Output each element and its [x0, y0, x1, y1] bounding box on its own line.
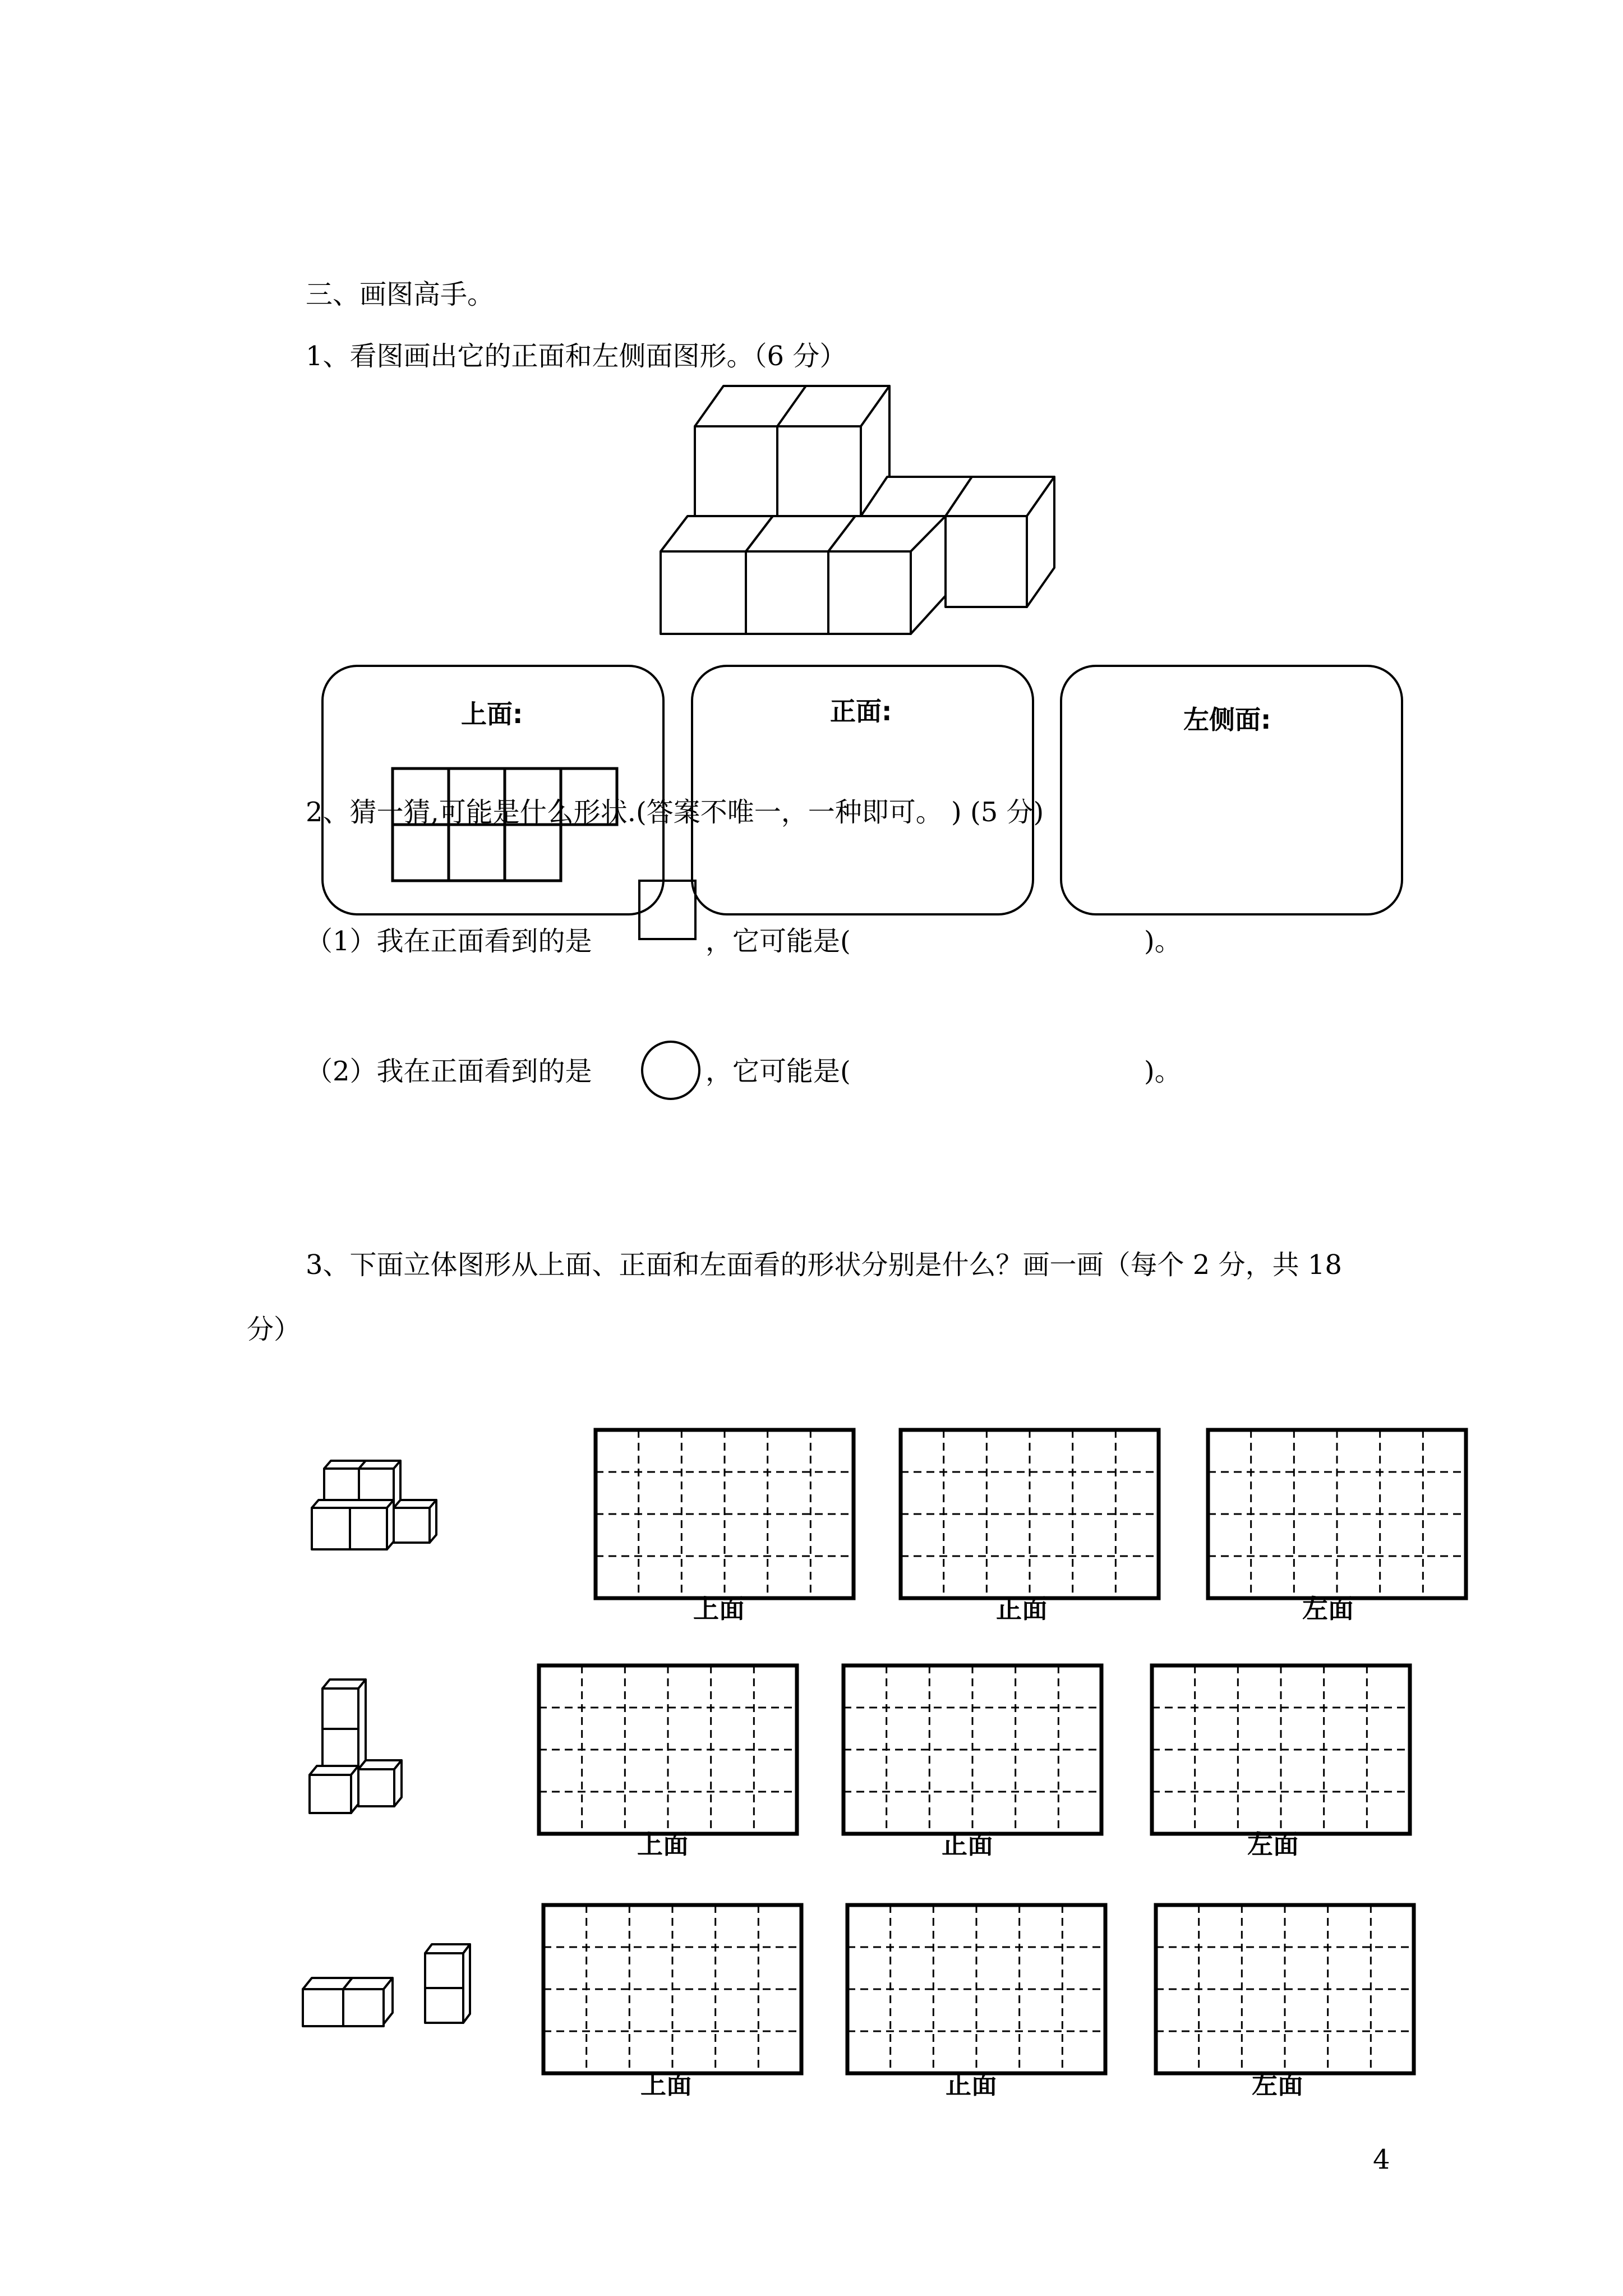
grid-row-2-left[interactable] [1150, 1663, 1412, 1836]
section-title: 三、画图高手。 [306, 279, 495, 310]
question-2-item-1-prefix: （1）我在正面看到的是 [306, 926, 592, 957]
question-2-item-2-close: )。 [1144, 1056, 1182, 1087]
caption-row-3-front: 正面 [946, 2069, 997, 2100]
question-3-text-line-2: 分） [247, 1314, 301, 1345]
answer-blank-1[interactable] [875, 920, 1138, 959]
answer-box-left-label: 左侧面: [1183, 705, 1271, 735]
caption-row-2-top: 上面 [637, 1829, 689, 1860]
answer-box-top-label: 上面: [461, 699, 523, 729]
grid-row-2-front[interactable] [841, 1663, 1104, 1836]
answer-blank-2[interactable] [875, 1050, 1138, 1089]
question-3-text-line-1: 3、下面立体图形从上面、正面和左面看的形状分别是什么？画一画（每个 2 分，共 18 [306, 1249, 1342, 1281]
grid-row-3-top[interactable] [541, 1903, 804, 2076]
page-number: 4 [1373, 2144, 1390, 2175]
grid-row-3-left[interactable] [1154, 1903, 1416, 2076]
caption-row-2-front: 正面 [942, 1829, 993, 1860]
circle-shape-icon [641, 1041, 700, 1100]
grid-row-1-top[interactable] [593, 1428, 856, 1600]
grid-row-3-front[interactable] [845, 1903, 1108, 2076]
cube-figure-q1 [651, 387, 1099, 639]
question-2-item-2-suffix: ，它可能是( [706, 1056, 851, 1087]
question-2-item-1-suffix: ，它可能是( [706, 926, 851, 957]
cube-figure-row-2 [308, 1674, 421, 1820]
grid-row-1-left[interactable] [1206, 1428, 1468, 1600]
grid-row-1-front[interactable] [898, 1428, 1161, 1600]
grid-row-2-top[interactable] [537, 1663, 799, 1836]
cube-figure-row-1 [308, 1453, 454, 1559]
answer-box-left[interactable] [1060, 665, 1403, 915]
caption-row-1-front: 正面 [996, 1594, 1048, 1624]
question-2-item-2-prefix: （2）我在正面看到的是 [306, 1056, 592, 1087]
question-2-item-1-close: )。 [1144, 926, 1182, 957]
caption-row-3-top: 上面 [640, 2069, 692, 2100]
cube-figure-row-3 [297, 1935, 477, 2031]
caption-row-1-top: 上面 [693, 1594, 745, 1624]
square-shape-icon [638, 880, 697, 940]
caption-row-3-left: 左面 [1252, 2069, 1303, 2100]
question-1-text: 1、看图画出它的正面和左侧面图形。（6 分） [306, 341, 847, 372]
caption-row-2-left: 左面 [1247, 1829, 1299, 1860]
answer-box-front-label: 正面: [830, 696, 892, 726]
caption-row-1-left: 左面 [1302, 1594, 1354, 1624]
question-2-text: 2、猜一猜,可能是什么形状.(答案不唯一，一种即可。 ) (5 分) [306, 797, 1044, 828]
